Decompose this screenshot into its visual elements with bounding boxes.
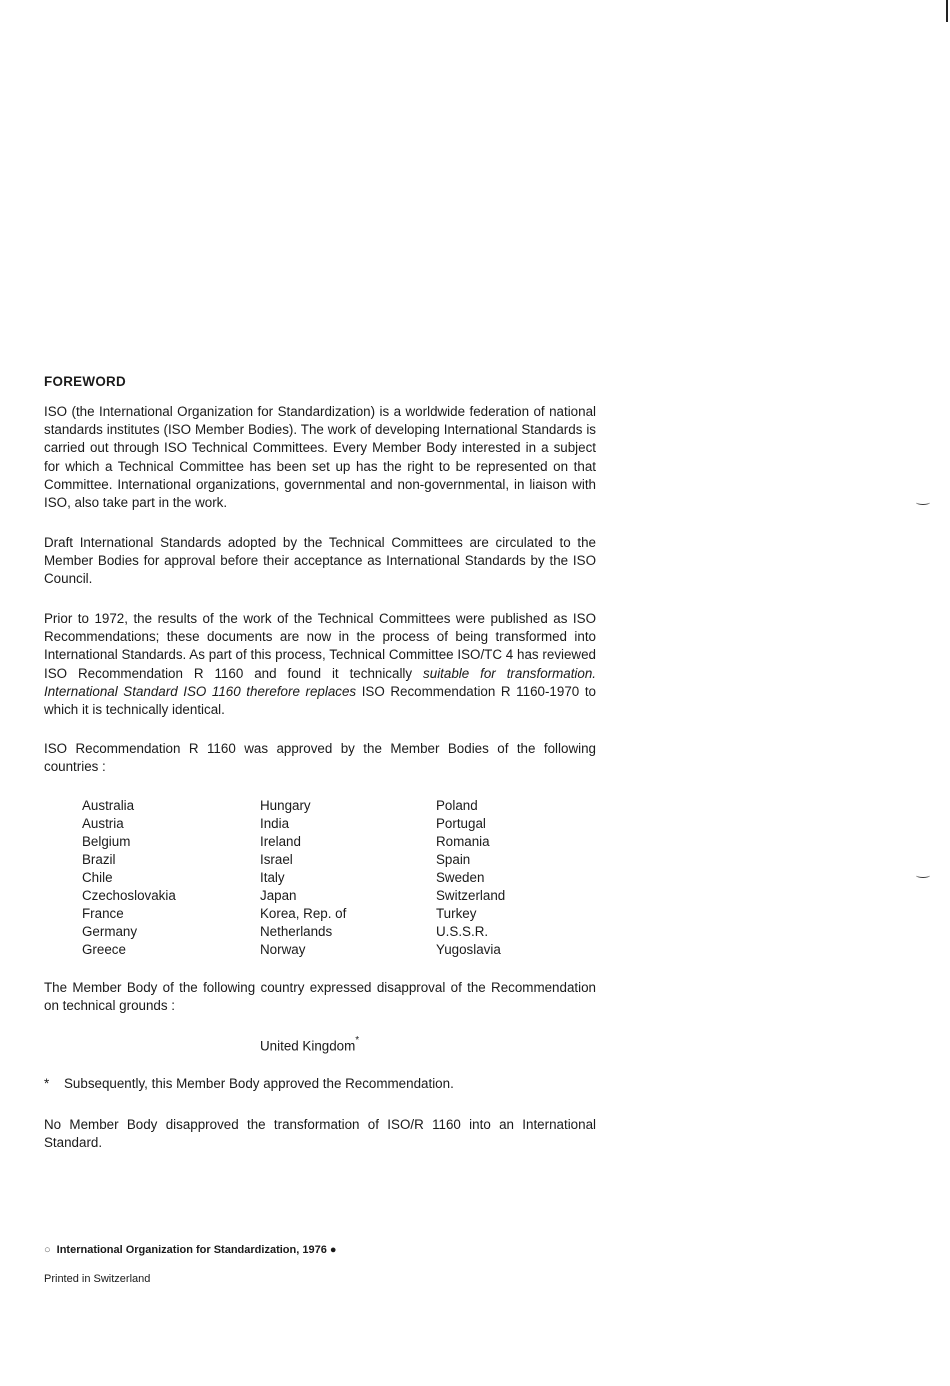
copyright-circle-icon: ○ [44,1244,51,1256]
disapproving-country [260,1037,359,1053]
paragraph-transformation [44,610,596,719]
country-name: Germany [82,924,138,939]
disapproving-country-name: United Kingdom [260,1038,356,1054]
country-name: Japan [260,888,297,903]
footnote [44,1076,454,1091]
printed-note: Printed in Switzerland [44,1273,151,1285]
footnote-reference: * [355,1035,360,1046]
paragraph-transformation-italic: suitable for transformation. International Standard ISO 1160 therefore replaces [44,665,597,699]
footnote-mark: * [44,1076,50,1091]
country-name: Hungary [260,798,311,813]
paragraph-disapproval: The Member Body of the following country expressed disapproval of the Recommendation on technical grounds : [44,980,596,1014]
country-name: Italy [260,870,285,885]
paragraph-no-disapproval: No Member Body disapproved the transformation of ISO/R 1160 into an International Standard. [44,1117,596,1151]
country-name: Belgium [82,834,131,849]
country-name: Portugal [436,816,486,831]
country-name: Ireland [260,834,301,849]
footnote-text: Subsequently, this Member Body approved the Recommendation. [64,1076,454,1091]
country-name: Switzerland [436,888,506,903]
country-name: Korea, Rep. of [260,906,347,921]
country-column-1 [82,797,252,959]
country-name: Australia [82,798,135,813]
page-edge-mark [946,0,948,22]
country-name: Spain [436,852,471,867]
bullet-icon: ● [329,1244,337,1256]
paragraph-transformation-part-1: Prior to 1972, the results of the work of the Technical Committees were published as ISO Recommendations; these documents are now in the process of being transformed into International Standards. As part of this process, Technical Committee ISO/TC 4 has reviewed ISO Recommendation R 1160 and found it technically [44,611,596,681]
country-name: Austria [82,816,124,831]
country-name: Yugoslavia [436,942,501,957]
country-name: U.S.S.R. [436,924,489,939]
country-column-2 [260,797,430,959]
country-name: France [82,906,124,921]
paragraph-draft-standards: Draft International Standards adopted by the Technical Committees are circulated to the Member Bodies for approval before their acceptance as International Standards by the ISO Council. [44,535,596,587]
paragraph-iso-intro: ISO (the International Organization for Standardization) is a worldwide federation of national standards institutes (ISO Member Bodies). The work of developing International Standards is carried out through ISO Technical Committees. Every Member Body interested in a subject for which a Technical Committee has been set up has the right to be represented on that Committee. International organizations, governmental and non-governmental, in liaison with ISO, also take part in the work. [44,404,596,511]
foreword-heading: FOREWORD [44,374,126,389]
margin-mark-icon [916,873,930,878]
country-name: Israel [260,852,293,867]
copyright-text: International Organization for Standardization, 1976 [56,1244,327,1256]
country-name: Netherlands [260,924,333,939]
country-name: Brazil [82,852,116,867]
country-name: Sweden [436,870,485,885]
paragraph-transformation-part-2: ISO Recommendation R 1160-1970 to which it is technically identical. [44,683,596,718]
country-name: Czechoslovakia [82,888,176,903]
country-name: India [260,816,290,831]
country-name: Turkey [436,906,477,921]
paragraph-approval: ISO Recommendation R 1160 was approved by the Member Bodies of the following countries : [44,741,596,775]
country-column-3 [436,797,606,959]
country-name: Greece [82,942,126,957]
country-name: Chile [82,870,113,885]
copyright-line [44,1244,337,1256]
country-name: Romania [436,834,490,849]
country-name: Poland [436,798,478,813]
margin-mark-icon [916,500,930,505]
country-name: Norway [260,942,306,957]
